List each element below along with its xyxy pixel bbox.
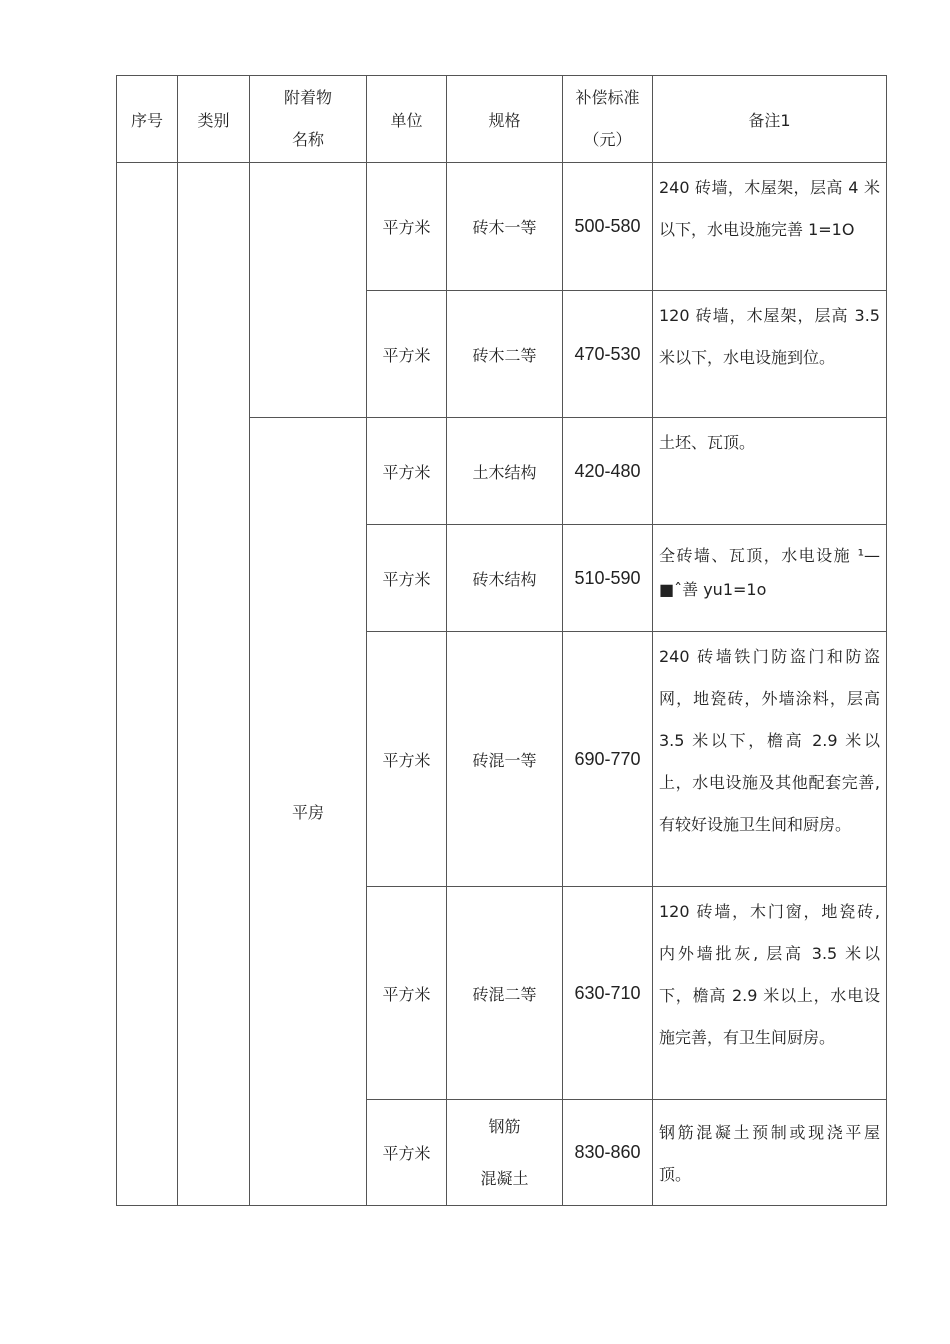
header-row <box>117 76 887 163</box>
remark-cell: 240 砖墙，木屋架，层高 4 米以下，水电设施完善 1=1O <box>653 163 887 291</box>
category-cell <box>178 163 250 1206</box>
unit-cell: 平方米 <box>367 163 447 291</box>
price-cell: 470-530 <box>563 291 653 418</box>
unit-cell: 平方米 <box>367 418 447 525</box>
compensation-table <box>116 75 887 1206</box>
seq-cell <box>117 163 178 1206</box>
header-remark: 备注1 <box>653 76 887 163</box>
price-cell: 630-710 <box>563 887 653 1100</box>
price-cell: 690-770 <box>563 632 653 887</box>
price-cell: 830-860 <box>563 1100 653 1206</box>
remark-cell: 钢筋混凝土预制或现浇平屋顶。 <box>653 1100 887 1206</box>
price-cell: 500-580 <box>563 163 653 291</box>
spec-cell: 砖混二等 <box>447 887 563 1100</box>
unit-cell: 平方米 <box>367 1100 447 1206</box>
spec-cell: 砖木一等 <box>447 163 563 291</box>
remark-cell: 120 砖墙，木屋架，层高 3.5 米以下，水电设施到位。 <box>653 291 887 418</box>
group-label-cell: 平房 <box>250 418 367 1206</box>
spec-cell: 砖混一等 <box>447 632 563 887</box>
remark-cell: 土坯、瓦顶。 <box>653 418 887 525</box>
header-spec: 规格 <box>447 76 563 163</box>
unit-cell: 平方米 <box>367 525 447 632</box>
header-unit: 单位 <box>367 76 447 163</box>
remark-cell: 120 砖墙，木门窗，地瓷砖, 内外墙批灰, 层高 3.5 米以下，檐高 2.9 米以上，水电设施完善，有卫生间厨房。 <box>653 887 887 1100</box>
header-category: 类别 <box>178 76 250 163</box>
table-row <box>117 163 887 291</box>
header-seq: 序号 <box>117 76 178 163</box>
unit-cell: 平方米 <box>367 632 447 887</box>
spec-cell: 砖木结构 <box>447 525 563 632</box>
unit-cell: 平方米 <box>367 887 447 1100</box>
price-cell: 420-480 <box>563 418 653 525</box>
header-standard: 补偿标准 （元） <box>563 76 653 163</box>
remark-cell: 240 砖墙铁门防盗门和防盗网，地瓷砖，外墙涂料，层高 3.5 米以下，檐高 2.9 米以上，水电设施及其他配套完善, 有较好设施卫生间和厨房。 <box>653 632 887 887</box>
spec-cell: 砖木二等 <box>447 291 563 418</box>
remark-cell: 全砖墙、瓦顶，水电设施 ¹—■ˆ善 yu1=1o <box>653 525 887 632</box>
attachment-name-cell <box>250 163 367 418</box>
spec-cell: 土木结构 <box>447 418 563 525</box>
spec-cell: 钢筋 混凝土 <box>447 1100 563 1206</box>
unit-cell: 平方米 <box>367 291 447 418</box>
header-attachment-name: 附着物 名称 <box>250 76 367 163</box>
price-cell: 510-590 <box>563 525 653 632</box>
